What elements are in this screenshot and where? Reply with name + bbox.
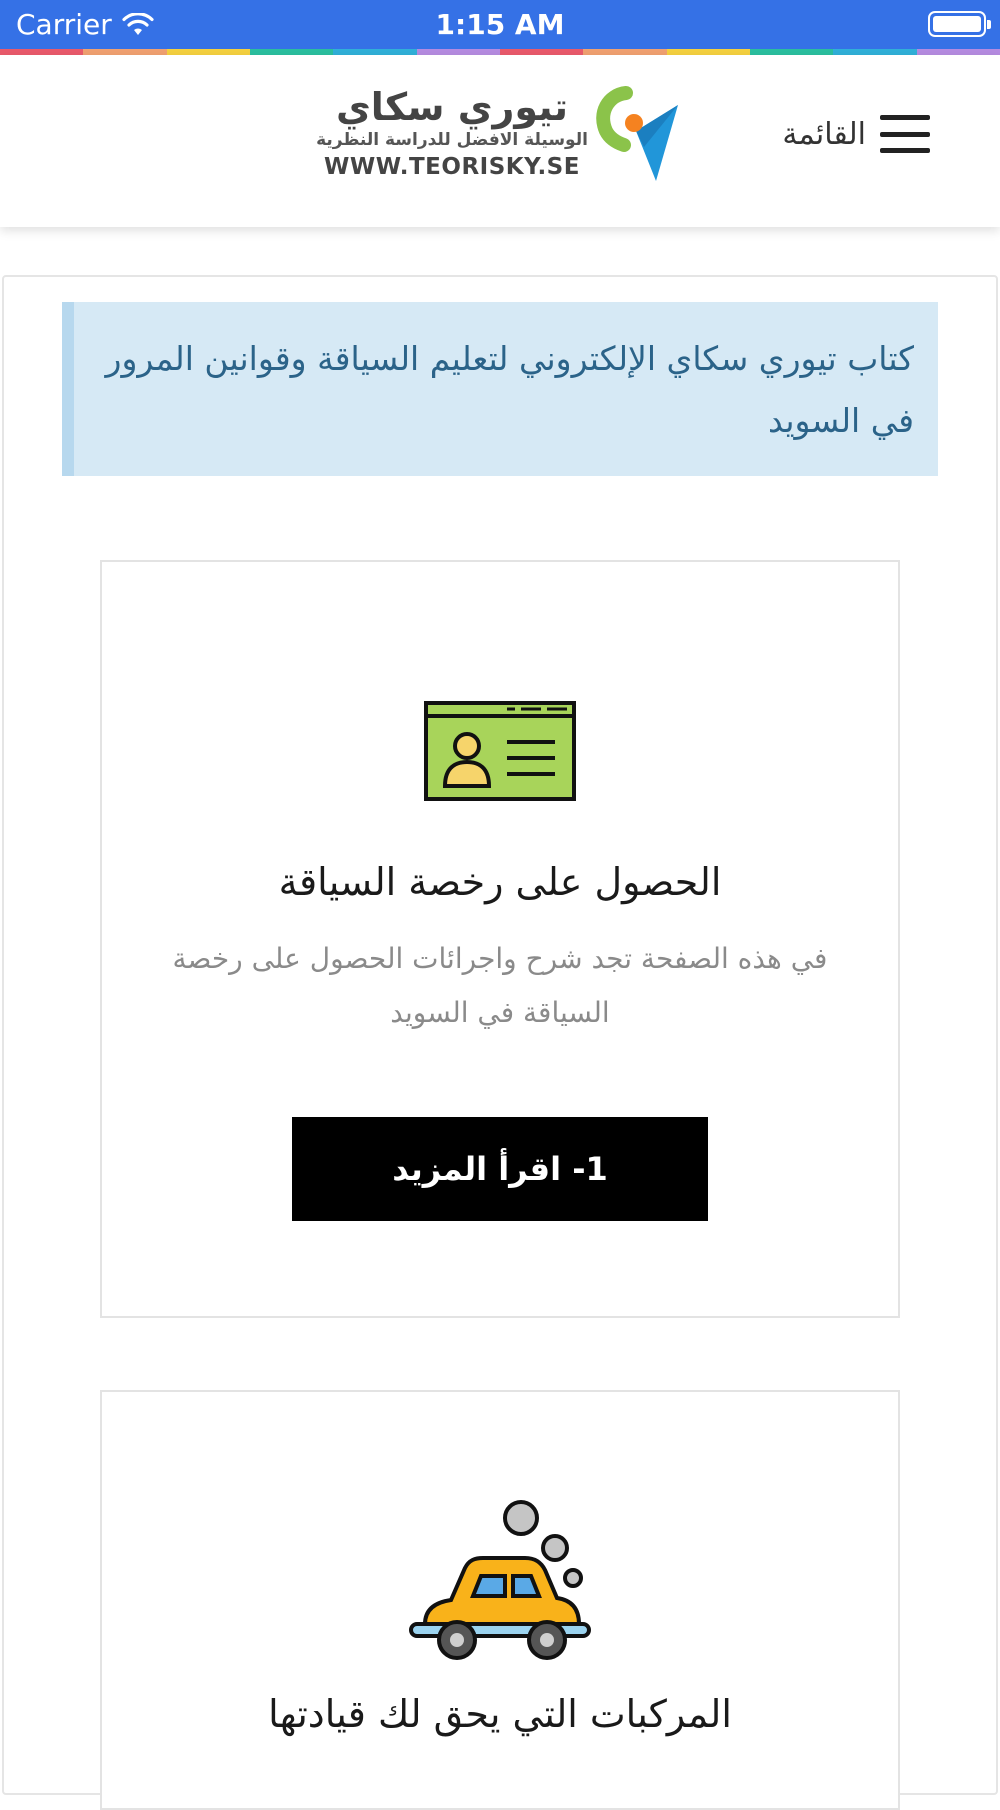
status-bar xyxy=(0,0,1000,49)
logo-url: WWW.TEORISKY.SE xyxy=(324,154,580,180)
battery-icon xyxy=(928,11,986,37)
site-logo[interactable] xyxy=(316,85,686,195)
card-title: الحصول على رخصة السياقة xyxy=(278,860,722,904)
car-icon xyxy=(407,1496,593,1668)
menu-label: القائمة xyxy=(782,116,866,152)
carrier-label: Carrier xyxy=(16,8,112,41)
location-pin-logo-icon xyxy=(596,85,686,190)
logo-title: تيوري سكاي xyxy=(335,85,569,129)
feature-card xyxy=(100,560,900,1318)
read-more-button[interactable]: 1- اقرأ المزيد xyxy=(292,1117,708,1221)
hamburger-icon xyxy=(880,113,930,155)
license-card-icon xyxy=(423,700,577,802)
logo-text xyxy=(316,85,588,183)
status-time: 1:15 AM xyxy=(435,8,565,41)
menu-toggle[interactable] xyxy=(782,113,930,155)
site-header xyxy=(0,55,1000,227)
info-alert: كتاب تيوري سكاي الإلكتروني لتعليم السياقة وقوانين المرور في السويد xyxy=(62,302,938,476)
feature-card xyxy=(100,1390,900,1810)
logo-tagline: الوسيلة الافضل للدراسة النظرية xyxy=(316,130,588,150)
card-title: المركبات التي يحق لك قيادتها xyxy=(268,1692,732,1736)
card-description: في هذه الصفحة تجد شرح واجرائات الحصول على رخصة السياقة في السويد xyxy=(172,942,828,1029)
